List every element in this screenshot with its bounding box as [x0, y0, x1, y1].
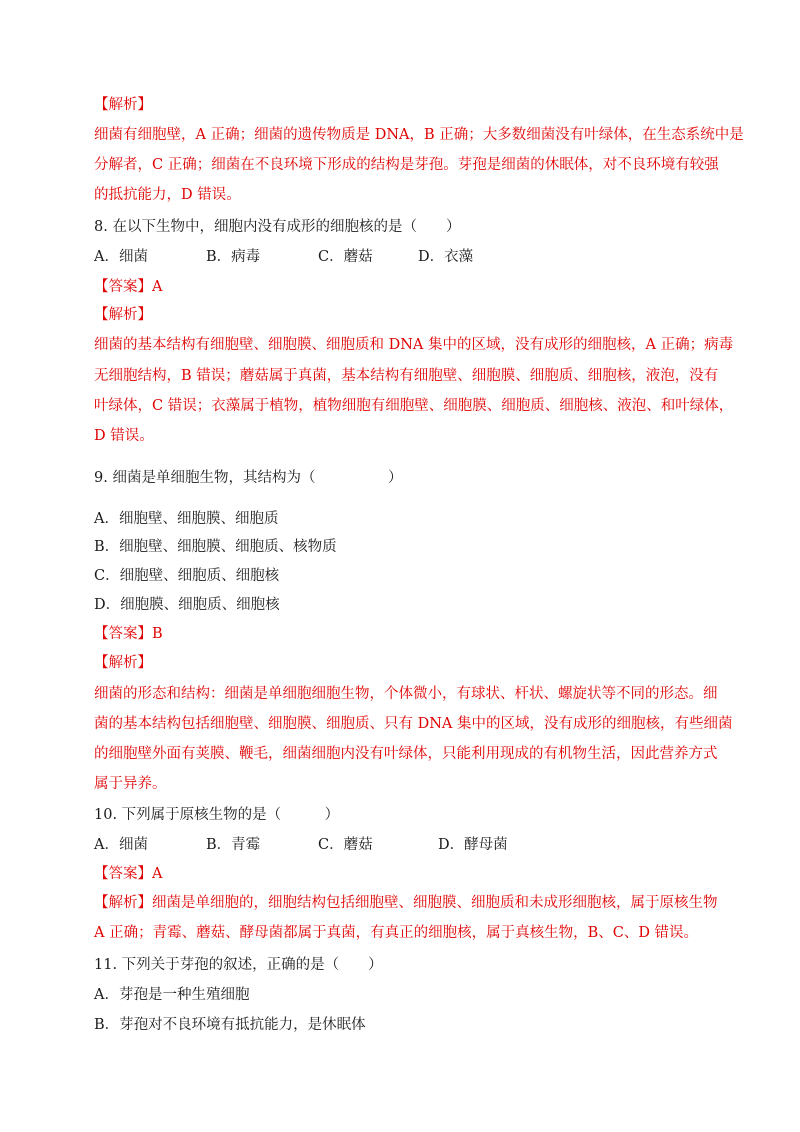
q9-answer: 【答案】B: [94, 626, 163, 642]
q11-option-a: A．芽孢是一种生殖细胞: [94, 987, 250, 1003]
q10-option-c: C．蘑菇: [318, 837, 373, 853]
q8-analysis-line-3: 叶绿体，C 错误；衣藻属于植物，植物细胞有细胞壁、细胞膜、细胞质、细胞核、液泡、和叶绿体，: [94, 398, 734, 414]
q9-analysis-line-3: 的细胞壁外面有荚膜、鞭毛，细菌细胞内没有叶绿体，只能利用现成的有机物生活，因此营养方式: [94, 746, 718, 762]
q8-analysis-label: 【解析】: [94, 307, 152, 323]
q8-option-c: C．蘑菇: [318, 249, 373, 265]
q8-analysis-line-1: 细菌的基本结构有细胞壁、细胞膜、细胞质和 DNA 集中的区域，没有成形的细胞核，A 正确；病毒: [94, 337, 734, 353]
q8-analysis-line-2: 无细胞结构，B 错误；蘑菇属于真菌，基本结构有细胞壁、细胞膜、细胞质、细胞核，液泡，没有: [94, 368, 719, 384]
q10-analysis-line-2: A 正确；青霉、蘑菇、酵母菌都属于真菌，有真正的细胞核，属于真核生物，B、C、D 错误。: [94, 925, 699, 941]
q9-option-c: C．细胞壁、细胞质、细胞核: [94, 568, 280, 584]
q8-analysis-line-4: D 错误。: [94, 428, 154, 444]
q10-options: [94, 835, 508, 855]
q7-analysis-line-1: 细菌有细胞壁，A 正确；细菌的遗传物质是 DNA，B 正确；大多数细菌没有叶绿体，在生态系统中是: [94, 127, 744, 143]
q10-stem: 10. 下列属于原核生物的是（ ）: [94, 807, 340, 823]
q7-analysis-label: 【解析】: [94, 97, 152, 113]
q9-analysis-line-4: 属于异养。: [94, 776, 167, 792]
q7-analysis-line-2: 分解者，C 正确；细菌在不良环境下形成的结构是芽孢。芽孢是细菌的休眠体，对不良环境有较强: [94, 157, 719, 173]
q11-option-b: B．芽孢对不良环境有抵抗能力，是休眠体: [94, 1017, 366, 1033]
q10-option-a: A．细菌: [94, 837, 148, 853]
q7-analysis-line-3: 的抵抗能力，D 错误。: [94, 187, 241, 203]
q10-option-b: B．青霉: [206, 837, 261, 853]
q10-option-d: D．酵母菌: [438, 837, 508, 853]
q8-options: [94, 247, 473, 267]
q8-option-d: D．衣藻: [418, 249, 474, 265]
q11-stem: 11. 下列关于芽孢的叙述，正确的是（ ）: [94, 957, 383, 973]
q8-answer: 【答案】A: [94, 279, 163, 295]
q9-stem: 9. 细菌是单细胞生物，其结构为（ ）: [94, 470, 403, 486]
q9-option-d: D．细胞膜、细胞质、细胞核: [94, 597, 280, 613]
q9-analysis-line-1: 细菌的形态和结构：细菌是单细胞细胞生物，个体微小，有球状、杆状、螺旋状等不同的形态。细: [94, 686, 718, 702]
q9-option-b: B．细胞壁、细胞膜、细胞质、核物质: [94, 539, 337, 555]
q8-stem: 8. 在以下生物中，细胞内没有成形的细胞核的是（ ）: [94, 219, 461, 235]
q10-analysis-line-1: 【解析】细菌是单细胞的，细胞结构包括细胞壁、细胞膜、细胞质和未成形细胞核，属于原核生物: [94, 895, 718, 911]
q8-option-b: B．病毒: [206, 249, 261, 265]
q9-option-a: A．细胞壁、细胞膜、细胞质: [94, 511, 279, 527]
q8-option-a: A．细菌: [94, 249, 148, 265]
q10-answer: 【答案】A: [94, 866, 163, 882]
q9-analysis-line-2: 菌的基本结构包括细胞壁、细胞膜、细胞质、只有 DNA 集中的区域，没有成形的细胞核，有些细菌: [94, 716, 733, 732]
q9-analysis-label: 【解析】: [94, 655, 152, 671]
